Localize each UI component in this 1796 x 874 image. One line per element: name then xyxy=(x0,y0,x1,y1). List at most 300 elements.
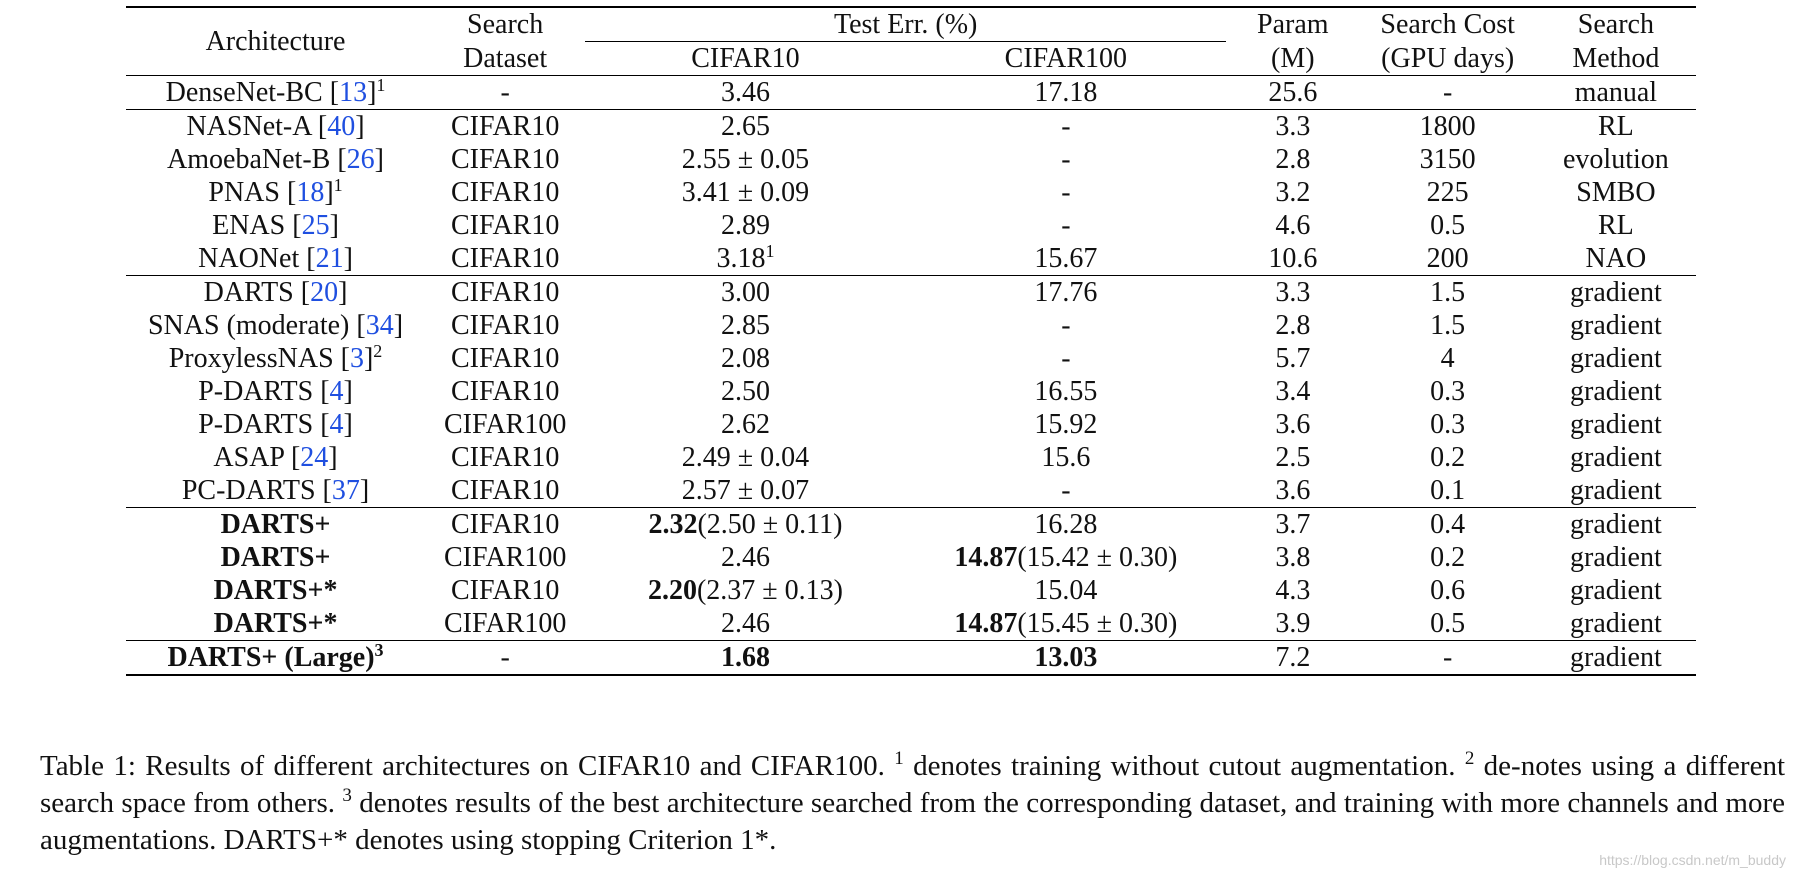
architecture-name: DARTS+* xyxy=(213,608,338,639)
table-row xyxy=(126,242,1696,276)
architecture-name: PNAS [ xyxy=(208,177,297,208)
cell-search-method xyxy=(1536,574,1696,607)
cell-search-method xyxy=(1536,541,1696,574)
architecture-name: P-DARTS [ xyxy=(198,376,330,407)
header-cifar10: CIFAR10 xyxy=(585,42,905,76)
cell-search-cost xyxy=(1360,508,1536,542)
cell-params xyxy=(1226,641,1360,676)
search-dataset: CIFAR10 xyxy=(450,210,560,241)
search-dataset: CIFAR10 xyxy=(450,243,560,274)
cell-cifar100-error xyxy=(906,176,1226,209)
cell-search-cost xyxy=(1360,176,1536,209)
architecture-name: DARTS+ xyxy=(220,542,331,573)
cell-params xyxy=(1226,375,1360,408)
cell-params xyxy=(1226,176,1360,209)
cell-search-dataset xyxy=(425,408,585,441)
search-method-value: gradient xyxy=(1570,509,1662,540)
cell-cifar10-error xyxy=(585,342,905,375)
cell-architecture xyxy=(126,209,425,242)
watermark: https://blog.csdn.net/m_buddy xyxy=(1599,852,1786,868)
table-body xyxy=(126,76,1696,676)
cell-architecture xyxy=(126,242,425,276)
footnote-mark: 1 xyxy=(765,241,775,261)
cell-search-cost xyxy=(1360,375,1536,408)
citation-bracket: ] xyxy=(367,77,377,108)
citation-bracket: ] xyxy=(324,177,334,208)
cifar100-error: - xyxy=(1061,210,1071,241)
cell-search-dataset xyxy=(425,309,585,342)
architecture-name: NASNet-A [ xyxy=(186,111,328,142)
cell-search-cost xyxy=(1360,607,1536,641)
cell-params xyxy=(1226,541,1360,574)
cell-search-cost xyxy=(1360,110,1536,144)
cell-search-dataset xyxy=(425,76,585,110)
cell-params xyxy=(1226,242,1360,276)
cell-cifar10-error xyxy=(585,474,905,508)
cifar10-error: 3.41 ± 0.09 xyxy=(681,177,810,208)
cell-search-method xyxy=(1536,607,1696,641)
search-method-value: gradient xyxy=(1570,642,1662,673)
table-row xyxy=(126,176,1696,209)
cifar100-error: - xyxy=(1061,144,1071,175)
params-value: 25.6 xyxy=(1268,77,1318,108)
search-method-value: manual xyxy=(1574,77,1658,108)
footnote-mark: 3 xyxy=(374,640,384,660)
cell-architecture xyxy=(126,375,425,408)
search-cost-value: 0.5 xyxy=(1430,210,1466,241)
cell-search-method xyxy=(1536,110,1696,144)
cell-search-dataset xyxy=(425,242,585,276)
header-search-dataset-2: Dataset xyxy=(463,42,548,74)
params-value: 2.5 xyxy=(1275,442,1311,473)
cell-cifar10-error xyxy=(585,375,905,408)
cifar100-error: - xyxy=(1061,343,1071,374)
cifar10-error: (2.50 ± 0.11) xyxy=(697,509,843,540)
caption-text: de-notes using a different search space from others. xyxy=(40,750,1786,819)
cell-params xyxy=(1226,110,1360,144)
header-search-dataset-1: Search xyxy=(425,7,585,42)
cifar100-error: - xyxy=(1061,177,1071,208)
cifar100-error: - xyxy=(1061,475,1071,506)
citation-ref: 34 xyxy=(365,310,394,341)
search-method-value: NAO xyxy=(1585,243,1647,274)
cell-search-method xyxy=(1536,474,1696,508)
search-cost-value: 0.2 xyxy=(1430,542,1466,573)
cifar10-error: 2.57 ± 0.07 xyxy=(681,475,810,506)
cifar100-error: 17.18 xyxy=(1034,77,1098,108)
search-cost-value: 0.5 xyxy=(1430,608,1466,639)
cell-search-dataset xyxy=(425,474,585,508)
search-method-value: SMBO xyxy=(1576,177,1656,208)
cell-search-dataset xyxy=(425,641,585,676)
cell-search-dataset xyxy=(425,143,585,176)
search-method-value: gradient xyxy=(1570,542,1662,573)
cell-search-cost xyxy=(1360,209,1536,242)
cell-search-dataset xyxy=(425,209,585,242)
cell-cifar100-error xyxy=(906,143,1226,176)
citation-bracket: ] xyxy=(328,442,338,473)
header-cost-1: Search Cost xyxy=(1360,7,1536,42)
search-cost-value: 1800 xyxy=(1419,111,1476,142)
cell-search-dataset xyxy=(425,607,585,641)
cifar100-error: 15.04 xyxy=(1034,575,1098,606)
search-cost-value: 1.5 xyxy=(1430,310,1466,341)
params-value: 3.6 xyxy=(1275,475,1311,506)
search-dataset: CIFAR10 xyxy=(450,177,560,208)
cifar100-error: 16.55 xyxy=(1034,376,1098,407)
cifar10-error: 2.62 xyxy=(720,409,770,440)
search-method-value: RL xyxy=(1598,210,1634,241)
cell-search-method xyxy=(1536,342,1696,375)
caption-footnote-mark: 2 xyxy=(1464,748,1475,769)
cifar10-error: 2.46 xyxy=(720,542,770,573)
cifar100-error: (15.42 ± 0.30) xyxy=(1017,542,1178,573)
params-value: 3.9 xyxy=(1275,608,1311,639)
cell-architecture xyxy=(126,441,425,474)
cifar10-error: 3.18 xyxy=(716,243,766,274)
search-dataset: CIFAR10 xyxy=(450,575,560,606)
header-method-2: Method xyxy=(1572,42,1660,74)
cell-cifar100-error xyxy=(906,441,1226,474)
params-value: 4.6 xyxy=(1275,210,1311,241)
table-row xyxy=(126,574,1696,607)
search-dataset: CIFAR10 xyxy=(450,144,560,175)
cifar10-error: 2.85 xyxy=(720,310,770,341)
architecture-name: NAONet [ xyxy=(198,243,316,274)
search-method-value: gradient xyxy=(1570,343,1662,374)
cell-search-dataset xyxy=(425,375,585,408)
caption-footnote-mark: 1 xyxy=(894,748,904,769)
cell-search-dataset xyxy=(425,110,585,144)
table-row xyxy=(126,309,1696,342)
citation-ref: 24 xyxy=(300,442,329,473)
cell-search-method xyxy=(1536,176,1696,209)
cell-params xyxy=(1226,342,1360,375)
search-method-value: gradient xyxy=(1570,475,1662,506)
header-cifar100: CIFAR100 xyxy=(906,42,1226,76)
citation-ref: 3 xyxy=(349,343,364,374)
cifar10-error: 2.55 ± 0.05 xyxy=(681,144,810,175)
cell-search-cost xyxy=(1360,641,1536,676)
search-dataset: CIFAR100 xyxy=(443,542,567,573)
search-method-value: gradient xyxy=(1570,409,1662,440)
citation-ref: 26 xyxy=(346,144,375,175)
table-row xyxy=(126,607,1696,641)
cell-architecture xyxy=(126,408,425,441)
cifar10-error: 2.65 xyxy=(720,111,770,142)
header-architecture: Architecture xyxy=(126,7,425,76)
cifar100-error: 15.67 xyxy=(1034,243,1098,274)
search-cost-value: 0.3 xyxy=(1430,409,1466,440)
table-row xyxy=(126,641,1696,676)
cell-cifar100-error xyxy=(906,375,1226,408)
cell-cifar10-error xyxy=(585,309,905,342)
cell-search-cost xyxy=(1360,541,1536,574)
cell-cifar10-error xyxy=(585,641,905,676)
cell-cifar10-error xyxy=(585,242,905,276)
cell-cifar100-error xyxy=(906,342,1226,375)
citation-bracket: ] xyxy=(363,343,374,374)
search-cost-value: 3150 xyxy=(1419,144,1476,175)
search-cost-value: 225 xyxy=(1426,177,1469,208)
cell-search-cost xyxy=(1360,474,1536,508)
params-value: 2.8 xyxy=(1275,144,1311,175)
cell-params xyxy=(1226,607,1360,641)
cifar10-best-error: 2.32 xyxy=(648,509,698,540)
cell-search-method xyxy=(1536,408,1696,441)
cell-cifar10-error xyxy=(585,508,905,542)
search-dataset: CIFAR10 xyxy=(450,442,560,473)
cell-search-dataset xyxy=(425,176,585,209)
cell-cifar10-error xyxy=(585,76,905,110)
cifar10-error: 2.49 ± 0.04 xyxy=(681,442,810,473)
table-row xyxy=(126,276,1696,310)
cell-cifar10-error xyxy=(585,110,905,144)
cell-search-cost xyxy=(1360,276,1536,310)
table-row xyxy=(126,143,1696,176)
params-value: 10.6 xyxy=(1268,243,1318,274)
cifar10-error: 3.00 xyxy=(720,277,770,308)
architecture-name: ProxylessNAS [ xyxy=(168,343,350,374)
cell-params xyxy=(1226,474,1360,508)
cifar10-error: 3.46 xyxy=(720,77,770,108)
caption-text: Table 1: Results of different architectures on CIFAR10 and CIFAR100. xyxy=(40,750,895,782)
search-dataset: CIFAR10 xyxy=(450,343,560,374)
search-dataset: CIFAR10 xyxy=(450,277,560,308)
cell-cifar10-error xyxy=(585,441,905,474)
cifar100-error: 16.28 xyxy=(1034,509,1098,540)
cell-search-method xyxy=(1536,375,1696,408)
cell-search-cost xyxy=(1360,309,1536,342)
cell-search-method xyxy=(1536,276,1696,310)
citation-ref: 21 xyxy=(315,243,344,274)
footnote-mark: 1 xyxy=(376,75,386,95)
citation-bracket: ] xyxy=(329,210,339,241)
cifar100-best-error: 14.87 xyxy=(954,542,1018,573)
citation-bracket: ] xyxy=(343,243,353,274)
cifar10-error: 2.50 xyxy=(720,376,770,407)
cell-cifar100-error xyxy=(906,574,1226,607)
caption-footnote-mark: 3 xyxy=(342,785,352,806)
cifar100-best-error: 14.87 xyxy=(954,608,1018,639)
cell-architecture xyxy=(126,276,425,310)
cell-architecture xyxy=(126,541,425,574)
cell-search-dataset xyxy=(425,276,585,310)
params-value: 3.8 xyxy=(1275,542,1311,573)
table-row xyxy=(126,76,1696,110)
cell-cifar100-error xyxy=(906,607,1226,641)
citation-ref: 20 xyxy=(310,277,339,308)
cell-search-method xyxy=(1536,76,1696,110)
cell-architecture xyxy=(126,574,425,607)
table-row xyxy=(126,110,1696,144)
cell-cifar100-error xyxy=(906,508,1226,542)
architecture-name: ASAP [ xyxy=(213,442,301,473)
search-cost-value: 0.6 xyxy=(1430,575,1466,606)
cell-cifar10-error xyxy=(585,541,905,574)
cell-search-dataset xyxy=(425,342,585,375)
citation-bracket: ] xyxy=(374,144,384,175)
cell-cifar100-error xyxy=(906,110,1226,144)
cifar100-error: - xyxy=(1061,111,1071,142)
cell-params xyxy=(1226,574,1360,607)
citation-ref: 4 xyxy=(329,409,344,440)
search-method-value: gradient xyxy=(1570,608,1662,639)
search-cost-value: 0.1 xyxy=(1430,475,1466,506)
search-dataset: CIFAR100 xyxy=(443,409,567,440)
cell-cifar10-error xyxy=(585,176,905,209)
cell-search-method xyxy=(1536,242,1696,276)
architecture-name: DARTS+* xyxy=(213,575,338,606)
cifar10-error: 2.08 xyxy=(720,343,770,374)
cell-cifar100-error xyxy=(906,408,1226,441)
search-cost-value: 4 xyxy=(1440,343,1455,374)
cell-cifar10-error xyxy=(585,607,905,641)
architecture-name: DARTS+ xyxy=(220,509,331,540)
table-row xyxy=(126,508,1696,542)
cell-search-cost xyxy=(1360,574,1536,607)
cell-architecture xyxy=(126,607,425,641)
results-table xyxy=(126,6,1696,676)
params-value: 3.4 xyxy=(1275,376,1311,407)
cell-search-cost xyxy=(1360,408,1536,441)
cell-cifar100-error xyxy=(906,641,1226,676)
cell-search-cost xyxy=(1360,242,1536,276)
search-dataset: CIFAR10 xyxy=(450,509,560,540)
cell-architecture xyxy=(126,76,425,110)
cell-search-dataset xyxy=(425,441,585,474)
cell-cifar10-error xyxy=(585,408,905,441)
search-dataset: CIFAR100 xyxy=(443,608,567,639)
cifar100-best-error: 13.03 xyxy=(1034,642,1098,673)
table-row xyxy=(126,408,1696,441)
cell-architecture xyxy=(126,110,425,144)
search-dataset: - xyxy=(500,77,510,108)
cifar100-error: (15.45 ± 0.30) xyxy=(1017,608,1178,639)
params-value: 7.2 xyxy=(1275,642,1311,673)
search-cost-value: - xyxy=(1443,642,1453,673)
cell-search-cost xyxy=(1360,76,1536,110)
cell-search-dataset xyxy=(425,574,585,607)
header-cost-2: (GPU days) xyxy=(1381,42,1515,74)
cell-cifar10-error xyxy=(585,209,905,242)
cell-search-method xyxy=(1536,641,1696,676)
cell-params xyxy=(1226,441,1360,474)
cell-search-method xyxy=(1536,209,1696,242)
cifar100-error: 15.92 xyxy=(1034,409,1098,440)
cell-cifar10-error xyxy=(585,143,905,176)
cell-search-method xyxy=(1536,143,1696,176)
table-row xyxy=(126,441,1696,474)
cifar10-error: 2.89 xyxy=(720,210,770,241)
cifar100-error: - xyxy=(1061,310,1071,341)
table-header xyxy=(126,7,1696,76)
params-value: 5.7 xyxy=(1275,343,1311,374)
cell-architecture xyxy=(126,309,425,342)
search-cost-value: 1.5 xyxy=(1430,277,1466,308)
architecture-name: ENAS [ xyxy=(212,210,302,241)
citation-ref: 18 xyxy=(296,177,325,208)
search-dataset: CIFAR10 xyxy=(450,376,560,407)
footnote-mark: 2 xyxy=(373,341,383,361)
cell-params xyxy=(1226,276,1360,310)
citation-bracket: ] xyxy=(393,310,404,341)
citation-ref: 25 xyxy=(301,210,330,241)
table-row xyxy=(126,375,1696,408)
cifar10-best-error: 2.20 xyxy=(647,575,697,606)
search-dataset: CIFAR10 xyxy=(450,310,560,341)
citation-ref: 4 xyxy=(329,376,344,407)
header-param-2: (M) xyxy=(1271,42,1315,74)
cell-cifar100-error xyxy=(906,474,1226,508)
cell-architecture xyxy=(126,342,425,375)
header-test-err: Test Err. (%) xyxy=(585,7,1226,42)
cell-params xyxy=(1226,408,1360,441)
citation-bracket: ] xyxy=(359,475,370,506)
header-method-1: Search xyxy=(1536,7,1696,42)
citation-bracket: ] xyxy=(343,409,353,440)
cell-search-method xyxy=(1536,508,1696,542)
caption-text: denotes results of the best architecture searched from the corresponding dataset, and training with more channels and more augmentations. DARTS+* denotes using stopping Criterion 1*. xyxy=(40,787,1785,856)
params-value: 3.3 xyxy=(1275,111,1311,142)
citation-bracket: ] xyxy=(338,277,348,308)
cifar10-error: (2.37 ± 0.13) xyxy=(696,575,843,606)
cifar10-error: 2.46 xyxy=(720,608,770,639)
params-value: 3.6 xyxy=(1275,409,1311,440)
cell-architecture xyxy=(126,508,425,542)
cell-cifar100-error xyxy=(906,76,1226,110)
cell-architecture xyxy=(126,474,425,508)
cell-cifar100-error xyxy=(906,242,1226,276)
cell-architecture xyxy=(126,143,425,176)
search-method-value: RL xyxy=(1598,111,1634,142)
cell-cifar100-error xyxy=(906,276,1226,310)
search-method-value: gradient xyxy=(1570,575,1662,606)
cell-cifar10-error xyxy=(585,276,905,310)
architecture-name: SNAS (moderate) [ xyxy=(147,310,366,341)
search-cost-value: 0.2 xyxy=(1430,442,1466,473)
cell-search-method xyxy=(1536,309,1696,342)
search-method-value: gradient xyxy=(1570,442,1662,473)
cell-cifar10-error xyxy=(585,574,905,607)
citation-bracket: ] xyxy=(355,111,365,142)
cell-cifar100-error xyxy=(906,541,1226,574)
cell-cifar100-error xyxy=(906,309,1226,342)
cell-params xyxy=(1226,209,1360,242)
cell-architecture xyxy=(126,176,425,209)
table-row xyxy=(126,342,1696,375)
architecture-name: DARTS [ xyxy=(203,277,311,308)
search-method-value: evolution xyxy=(1563,144,1669,175)
header-param-1: Param xyxy=(1226,7,1360,42)
params-value: 3.2 xyxy=(1275,177,1311,208)
cell-params xyxy=(1226,143,1360,176)
architecture-name: AmoebaNet-B [ xyxy=(167,144,347,175)
citation-ref: 13 xyxy=(339,77,368,108)
search-cost-value: 200 xyxy=(1426,243,1469,274)
citation-ref: 37 xyxy=(331,475,360,506)
table-caption xyxy=(40,748,1785,859)
architecture-name: DARTS+ (Large) xyxy=(167,642,375,673)
cifar100-error: 17.76 xyxy=(1034,277,1098,308)
cell-architecture xyxy=(126,641,425,676)
search-method-value: gradient xyxy=(1570,310,1662,341)
search-cost-value: - xyxy=(1443,77,1453,108)
params-value: 4.3 xyxy=(1275,575,1311,606)
search-cost-value: 0.3 xyxy=(1430,376,1466,407)
caption-text: denotes training without cutout augmentation. xyxy=(903,750,1465,782)
search-method-value: gradient xyxy=(1570,376,1662,407)
